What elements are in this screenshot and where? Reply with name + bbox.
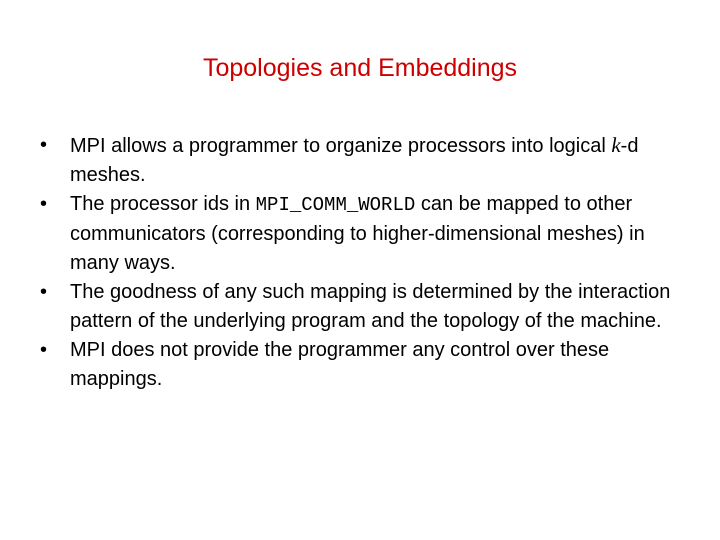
- bullet-marker: •: [40, 193, 48, 215]
- bullet-text: -d meshes.: [70, 135, 639, 186]
- bullet-text: MPI does not provide the programmer any control over these mappings.: [70, 339, 610, 390]
- bullet-item-mpi-meshes: [40, 131, 690, 190]
- k-variable: k: [611, 133, 621, 157]
- bullet-list: [40, 131, 690, 394]
- bullet-marker: •: [40, 339, 48, 361]
- slide-title: Topologies and Embeddings: [202, 54, 518, 82]
- bullet-text: The goodness of any such mapping is determined by the interaction pattern of the underlying program and the topology of the machine.: [70, 281, 671, 332]
- bullet-marker: •: [40, 281, 48, 303]
- bullet-text: The processor ids in: [70, 193, 256, 215]
- bullet-text: can be mapped to other communicators (corresponding to higher-dimensional meshes) in many ways.: [70, 193, 645, 274]
- code-mpi-comm-world: MPI_COMM_WORLD: [255, 194, 416, 216]
- bullet-text: MPI allows a programmer to organize processors into logical: [70, 135, 612, 157]
- bullet-item-no-control: [40, 336, 690, 394]
- bullet-item-mapping-goodness: [40, 278, 690, 336]
- bullet-item-processor-ids: [40, 190, 690, 278]
- bullet-marker: •: [40, 134, 48, 156]
